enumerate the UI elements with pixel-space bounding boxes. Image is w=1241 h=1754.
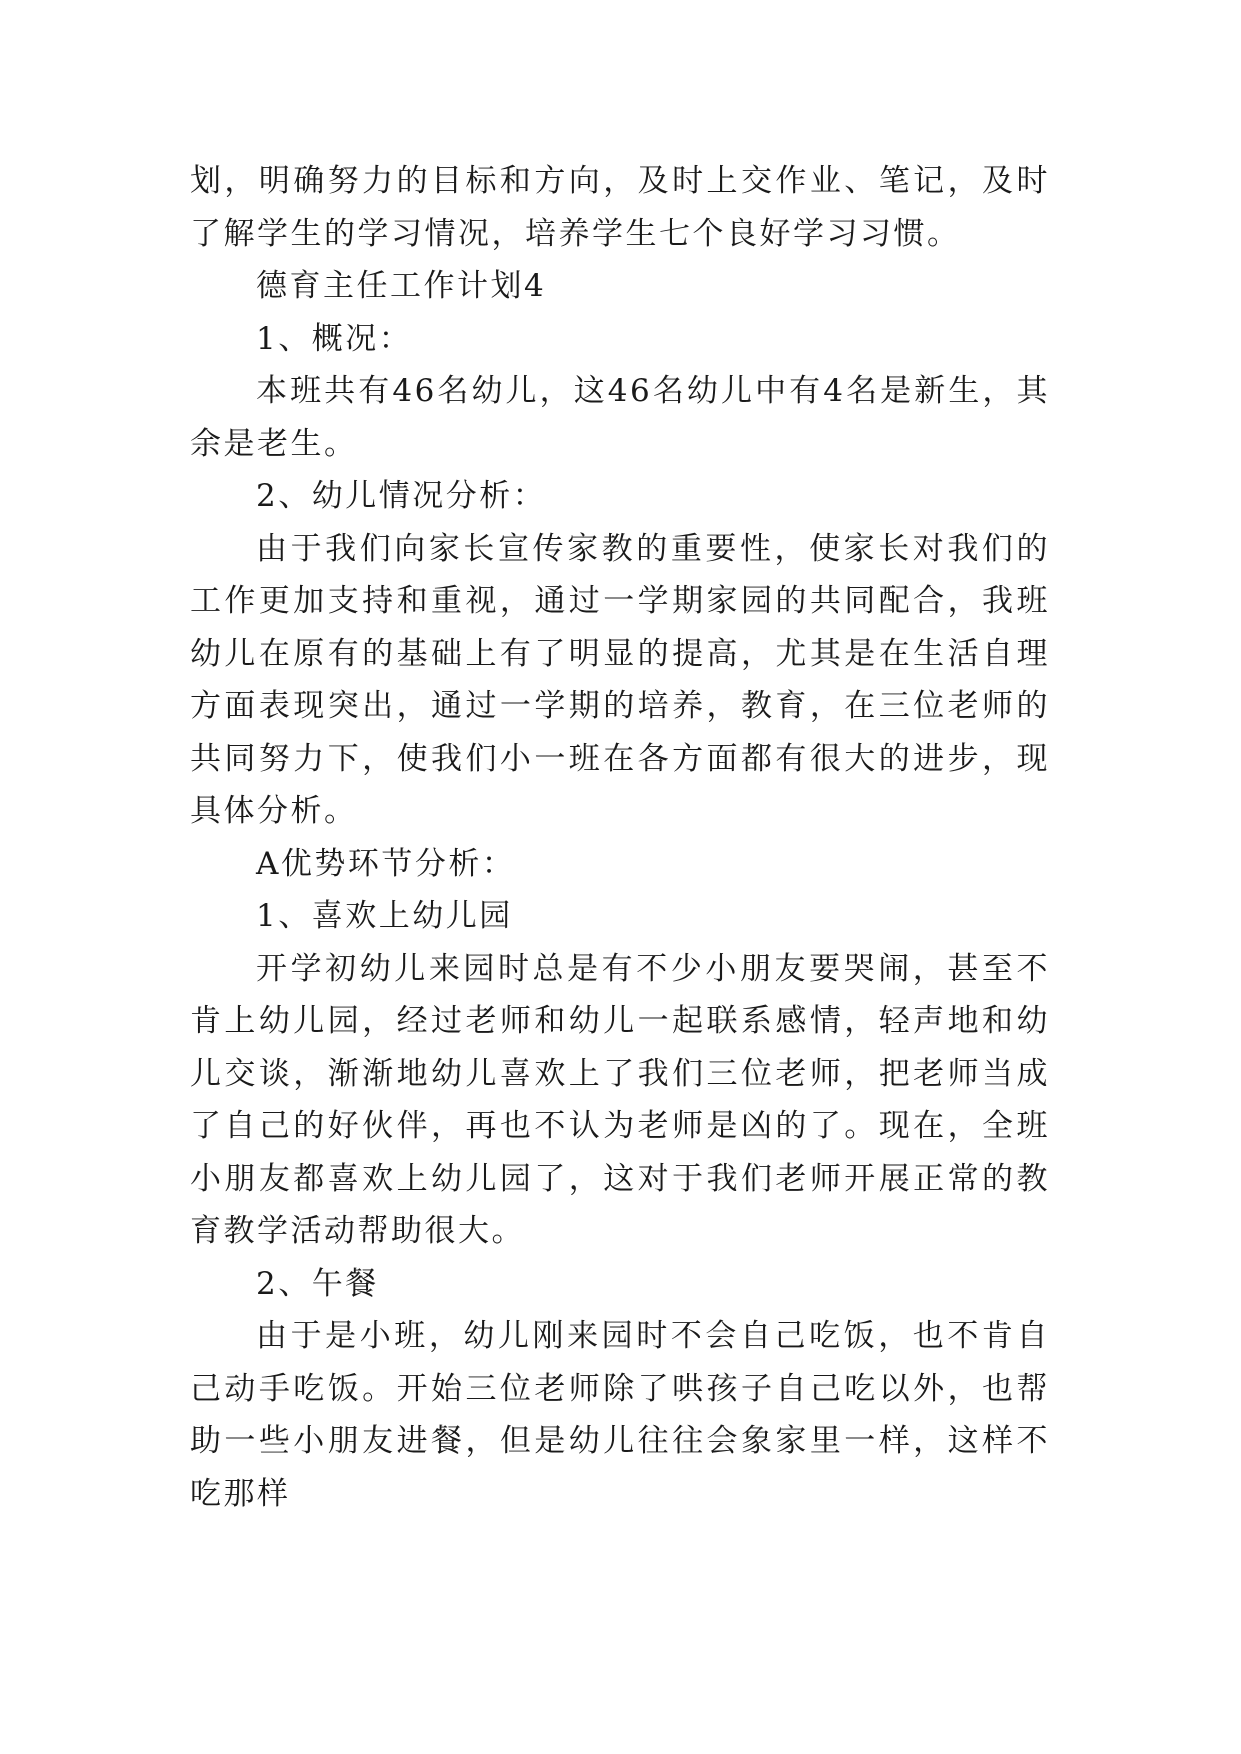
paragraph-overview: 本班共有46名幼儿，这46名幼儿中有4名是新生，其余是老生。 [190, 373, 1050, 462]
heading-overview: 1、概况： [256, 320, 413, 357]
heading-like-kindergarten: 1、喜欢上幼儿园 [256, 898, 513, 934]
paragraph-lunch: 由于是小班，幼儿刚来园时不会自己吃饭，也不肯自己动手吃饭。开始三位老师除了哄孩子自己吃以外，也帮助一些小朋友进餐，但是幼儿往往会象家里一样，这样不吃那样 [190, 1318, 1050, 1512]
section-title: 德育主任工作计划4 [256, 268, 547, 304]
heading-analysis: 2、幼儿情况分析： [256, 478, 547, 514]
document-body [190, 155, 1050, 1520]
heading-advantages: A优势环节分析： [256, 845, 516, 882]
paragraph-analysis: 由于我们向家长宣传家教的重要性，使家长对我们的工作更加支持和重视，通过一学期家园的共同配合，我班幼儿在原有的基础上有了明显的提高，尤其是在生活自理方面表现突出，通过一学期的培养，教育，在三位老师的共同努力下，使我们小一班在各方面都有很大的进步，现具体分析。 [190, 530, 1050, 829]
paragraph-continuation: 划，明确努力的目标和方向，及时上交作业、笔记，及时了解学生的学习情况，培养学生七个良好学习习惯。 [190, 163, 1050, 252]
heading-lunch: 2、午餐 [256, 1265, 379, 1302]
paragraph-like-kindergarten: 开学初幼儿来园时总是有不少小朋友要哭闹，甚至不肯上幼儿园，经过老师和幼儿一起联系感情，轻声地和幼儿交谈，渐渐地幼儿喜欢上了我们三位老师，把老师当成了自己的好伙伴，再也不认为老师是凶的了。现在，全班小朋友都喜欢上幼儿园了，这对于我们老师开展正常的教育教学活动帮助很大。 [190, 950, 1050, 1249]
